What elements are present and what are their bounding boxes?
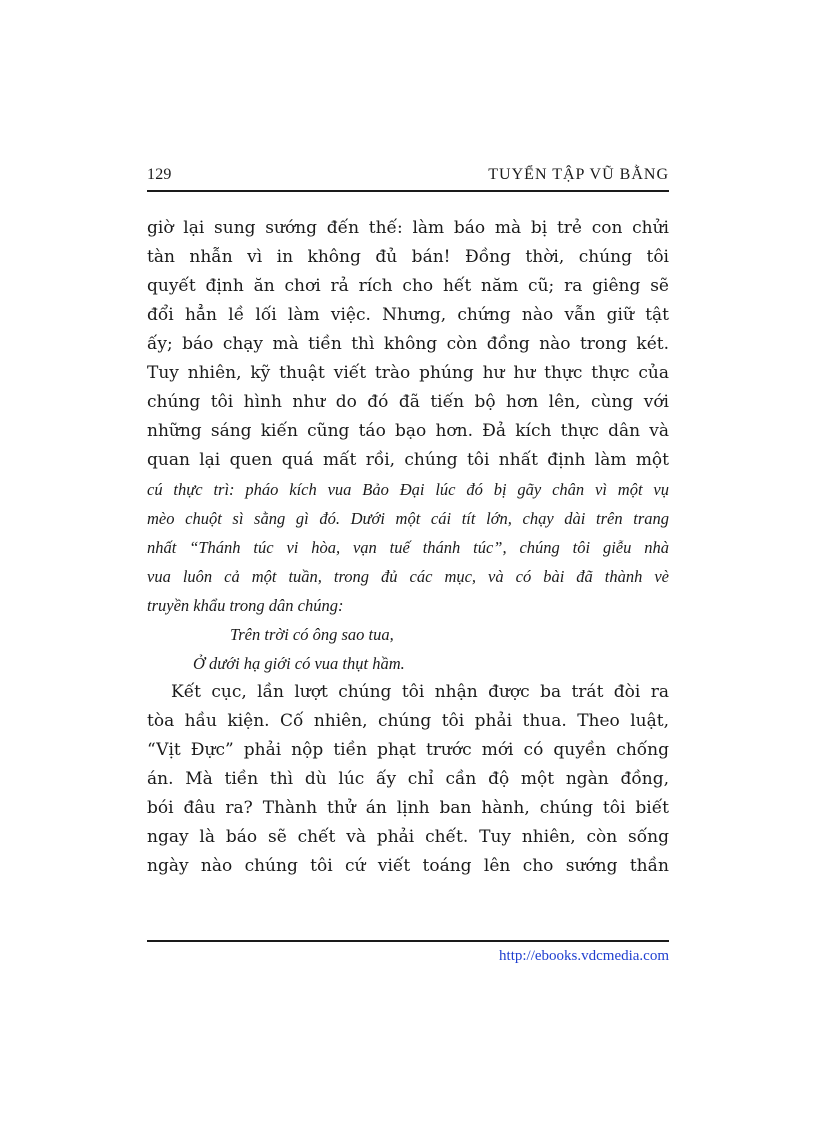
footer-link[interactable]: http://ebooks.vdcmedia.com [499, 948, 669, 964]
text-line: tàn nhẫn vì in không đủ bán! Đồng thời, chúng tôi [147, 247, 669, 267]
italic-line: mèo chuột sì sằng gì đó. Dưới một cái tít lớn, chạy dài trên trang [147, 509, 669, 528]
text-line: án. Mà tiền thì dù lúc ấy chỉ cần độ một ngàn đồng, [147, 769, 669, 789]
text-line: Kết cục, lần lượt chúng tôi nhận được ba trát đòi ra [171, 682, 669, 702]
text-line: giờ lại sung sướng đến thế: làm báo mà bị trẻ con chửi [147, 218, 669, 238]
text-line: những sáng kiến cũng táo bạo hơn. Đả kích thực dân và [147, 421, 669, 441]
verse-line: Ở dưới hạ giới có vua thụt hầm. [193, 654, 405, 673]
footer-rule [147, 940, 669, 942]
italic-line: vua luôn cả một tuần, trong đủ các mục, và có bài đã thành vè [147, 567, 669, 586]
text-line: “Vịt Đực” phải nộp tiền phạt trước mới có quyền chống [147, 740, 669, 760]
page-header [147, 162, 669, 192]
text-line: bói đâu ra? Thành thử án lịnh ban hành, chúng tôi biết [147, 798, 669, 818]
body-text [147, 214, 669, 881]
italic-line: truyền khẩu trong dân chúng: [147, 596, 344, 615]
verse-line: Trên trời có ông sao tua, [230, 625, 394, 644]
paragraph-1 [147, 214, 669, 620]
text-line: ngày nào chúng tôi cứ viết toáng lên cho sướng thần [147, 856, 669, 876]
italic-line: nhất “Thánh túc vi hòa, vạn tuế thánh túc”, chúng tôi giễu nhà [147, 538, 669, 557]
italic-line: cú thực trì: pháo kích vua Bảo Đại lúc đó bị gãy chân vì một vụ [147, 480, 669, 499]
book-title: TUYỂN TẬP VŨ BẰNG [488, 166, 669, 183]
text-line: quyết định ăn chơi rả rích cho hết năm cũ; ra giêng sẽ [147, 276, 669, 296]
text-line: ấy; báo chạy mà tiền thì không còn đồng nào trong két. [147, 334, 669, 354]
verse-block [147, 620, 669, 678]
text-line: chúng tôi hình như do đó đã tiến bộ hơn lên, cùng với [147, 392, 669, 412]
text-line: ngay là báo sẽ chết và phải chết. Tuy nhiên, còn sống [147, 827, 669, 847]
text-line: quan lại quen quá mất rồi, chúng tôi nhất định làm một [147, 450, 669, 470]
paragraph-2 [147, 678, 669, 881]
text-line: tòa hầu kiện. Cố nhiên, chúng tôi phải thua. Theo luật, [147, 711, 669, 731]
text-line: Tuy nhiên, kỹ thuật viết trào phúng hư hư thực thực của [147, 363, 669, 383]
text-line: đổi hẳn lề lối làm việc. Nhưng, chứng nào vẫn giữ tật [147, 305, 669, 325]
page-number: 129 [147, 166, 172, 183]
